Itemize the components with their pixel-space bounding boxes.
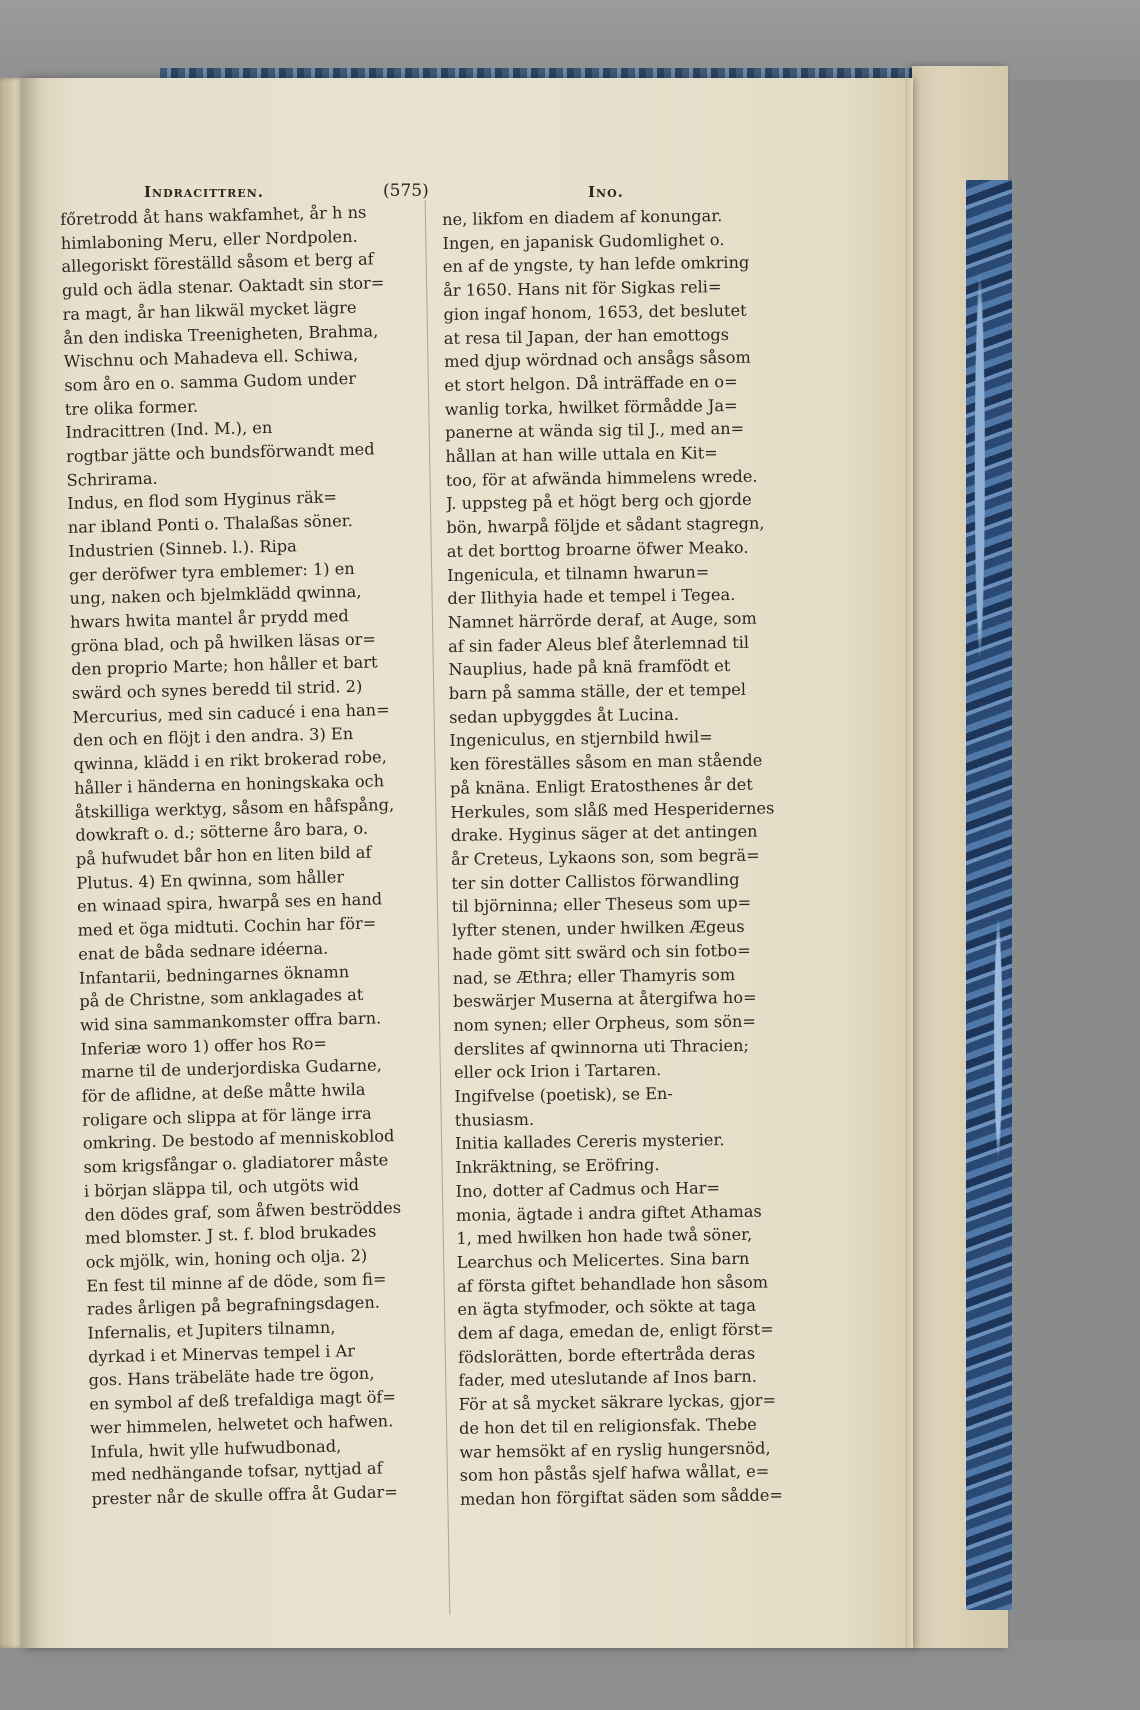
gutter-shadow (22, 78, 42, 1648)
text-line: år 1650. Hans nit för Sigkas reli= (443, 277, 722, 301)
running-head-left: Indracittren. (144, 183, 264, 201)
text-line: Nauplius, hade på knä framfödt et (448, 656, 731, 680)
marbled-endpaper (966, 180, 1012, 1610)
text-line: Wischnu och Mahadeva ell. Schiwa, (63, 344, 359, 372)
text-line: af första giftet behandlade hon såsom (456, 1272, 769, 1296)
text-line: allegoriskt föreställd såsom et berg af (61, 249, 374, 277)
text-line: på knäna. Enligt Eratosthenes år det (449, 774, 753, 798)
text-line: ken föreställes såsom en man stående (449, 750, 763, 775)
text-line: på hufwudet bår hon en liten bild af (75, 842, 372, 869)
text-line: den dödes graf, som åfwen beströddes (84, 1197, 402, 1225)
text-line: Ingeniculus, en stjernbild hwil= (449, 727, 713, 751)
text-line: födslorätten, borde eftertråda deras (457, 1343, 756, 1367)
right-column (442, 203, 832, 1512)
text-line: För at så mycket säkrare lyckas, gjor= (458, 1390, 777, 1415)
text-line: gos. Hans träbeläte hade tre ögon, (88, 1364, 375, 1391)
text-line: medan hon förgiftat säden som sådde= (459, 1485, 784, 1509)
text-line: Industrien (Sinneb. l.). Ripa (68, 536, 298, 561)
text-line: der Ilithyia hade et tempel i Tegea. (447, 585, 736, 609)
text-line: ter sin dotter Callistos förwandling (451, 869, 740, 893)
text-line: rogtbar jätte och bundsförwandt med (65, 439, 375, 466)
text-line: beswärjer Muserna at återgifwa ho= (452, 987, 757, 1012)
text-line: Plutus. 4) En qwinna, som håller (76, 866, 345, 893)
text-line: nad, se Æthra; eller Thamyris som (452, 964, 736, 988)
text-line: hade gömt sitt swärd och sin fotbo= (452, 940, 751, 964)
text-line: håller i händerna en honingskaka och (73, 771, 385, 798)
text-line: en winaad spira, hwarpå ses en hand (76, 889, 383, 917)
text-line: ra magt, år han likwäl mycket lägre (62, 297, 357, 324)
text-line: dem af daga, emedan de, enligt först= (457, 1319, 774, 1343)
text-line: ock mjölk, win, honing och olja. 2) (85, 1245, 368, 1272)
text-line: swärd och synes beredd til strid. 2) (71, 676, 363, 703)
text-line: Herkules, som slåß med Hesperidernes (450, 797, 775, 822)
text-line: rades årligen på begrafningsdagen. (86, 1292, 381, 1320)
text-line: bön, hwarpå följde et sådant stagregn, (446, 513, 765, 538)
text-line: wer himmelen, helwetet och hafwen. (89, 1411, 394, 1438)
text-line: på de Christne, som anklagades at (79, 985, 364, 1011)
text-line: som åro en o. samma Gudom under (64, 368, 357, 395)
text-line: ån den indiska Treenigheten, Brahma, (62, 320, 379, 348)
text-line: Infula, hwit ylle hufwudbonad, (90, 1436, 342, 1462)
text-line: monia, ägtade i andra giftet Athamas (455, 1201, 762, 1225)
text-line: drake. Hyginus säger at det antingen (450, 821, 758, 846)
text-line: ger deröfwer tyra emblemer: 1) en (68, 558, 355, 585)
text-line: sedan upbyggdes åt Lucina. (448, 704, 680, 727)
text-line: för de aflidne, at deße måtte hwila (81, 1079, 366, 1106)
text-line: 1, med hwilken hon hade twå söner, (456, 1225, 753, 1249)
text-line: panerne at wända sig til J., med an= (445, 419, 745, 443)
text-line: ne, likfom en diadem af konungar. (442, 206, 723, 229)
text-line: Ingifvelse (poetisk), se En- (454, 1083, 673, 1106)
text-line: nar ibland Ponti o. Thalaßas söner. (67, 511, 353, 538)
text-line: Infantarii, bedningarnes öknamn (78, 961, 350, 988)
text-line: Ino, dotter af Cadmus och Har= (455, 1178, 721, 1201)
text-line: at resa til Japan, der han emottogs (443, 324, 730, 348)
text-line: Ingen, en japanisk Gudomlighet o. (442, 229, 725, 253)
background-bottom (0, 1640, 1140, 1710)
text-line: prester når de skulle offra åt Gudar= (91, 1482, 399, 1509)
text-line: som krigsfångar o. gladiatorer måste (83, 1150, 389, 1177)
text-line: roligare och slippa at för länge irra (82, 1103, 372, 1130)
text-line: En fest til minne af de döde, som fi= (86, 1268, 387, 1296)
text-line: qwinna, klädd i en rikt brokerad robe, (73, 747, 387, 775)
text-line: den och en flöjt i den andra. 3) En (72, 724, 354, 751)
text-line: himlaboning Meru, eller Nordpolen. (60, 226, 358, 253)
text-line: Initia kallades Cereris mysterier. (454, 1130, 725, 1154)
text-line: Infernalis, et Jupiters tilnamn, (87, 1317, 336, 1343)
text-line: dowkraft o. d.; sötterne åro bara, o. (75, 818, 369, 846)
text-line: barn på samma ställe, der et tempel (448, 679, 747, 704)
text-line: derslites af qwinnorna uti Thracien; (453, 1035, 750, 1059)
text-line: főretrodd åt hans wakfamhet, år h ns (60, 202, 367, 229)
text-line: år Creteus, Lykaons son, som begrä= (450, 845, 760, 869)
text-line: som hon påstås sjelf hafwa wållat, e= (459, 1461, 770, 1486)
text-line: thusiasm. (454, 1109, 535, 1130)
text-line: med djup wördnad och ansågs såsom (444, 347, 751, 372)
text-line: Indracittren (Ind. M.), en (65, 418, 273, 443)
text-line: hållan at han wille uttala en Kit= (445, 443, 718, 467)
page-number: (575) (383, 181, 429, 201)
text-line: ung, naken och bjelmklädd qwinna, (69, 582, 362, 609)
text-line: enat de båda sednare idéerna. (78, 938, 329, 964)
text-line: dyrkad i et Minervas tempel i Ar (87, 1340, 356, 1367)
text-line: lyfter stenen, under hwilken Ægeus (451, 916, 745, 941)
text-line: at det borttog broarne öfwer Meako. (446, 537, 749, 561)
text-line: Learchus och Melicertes. Sina barn (456, 1248, 750, 1272)
text-line: Ingenicula, et tilnamn hwarun= (446, 561, 710, 585)
text-line: wanlig torka, hwilket förmådde Ja= (444, 395, 738, 419)
text-line: i början släppa til, och utgöts wid (83, 1174, 360, 1201)
text-line: med blomster. J st. f. blod brukades (84, 1221, 377, 1248)
text-line: Inkräktning, se Eröfring. (455, 1155, 660, 1178)
text-line: too, för at afwända himmelens wrede. (445, 466, 758, 490)
text-line: den proprio Marte; hon håller et bart (71, 652, 378, 680)
text-line: nom synen; eller Orpheus, som sön= (453, 1011, 757, 1035)
text-line: J. uppsteg på et högt berg och gjorde (445, 490, 752, 514)
text-line: hwars hwita mantel år prydd med (69, 606, 349, 632)
text-line: wid sina sammankomster offra barn. (79, 1008, 382, 1035)
text-line: Indus, en flod som Hyginus räk= (66, 487, 338, 514)
text-line: Namnet härrörde deraf, at Auge, som (447, 608, 757, 632)
text-line: marne til de underjordiska Gudarne, (80, 1055, 383, 1083)
text-line: en ägta styfmoder, och sökte at taga (457, 1296, 757, 1320)
text-line: et stort helgon. Då inträffade en o= (444, 371, 738, 395)
left-column (60, 199, 466, 1511)
text-line: til björninna; eller Theseus som up= (451, 893, 752, 917)
text-line: war hemsökt af en ryslig hungersnöd, (459, 1438, 771, 1462)
text-line: Schrirama. (66, 468, 158, 490)
text-line: Inferiæ woro 1) offer hos Ro= (80, 1033, 328, 1059)
text-line: eller ock Irion i Tartaren. (453, 1060, 662, 1083)
text-line: tre olika former. (64, 396, 199, 419)
text-line: med nedhängande tofsar, nyttjad af (90, 1458, 383, 1485)
text-line: guld och ädla stenar. Oaktadt sin stor= (61, 273, 385, 301)
text-line: åtskilliga werktyg, såsom en håfspång, (74, 794, 395, 822)
running-head-right: Ino. (588, 183, 624, 201)
text-line: gröna blad, och på hwilken läsas or= (70, 629, 377, 656)
text-line: gion ingaf honom, 1653, det beslutet (443, 300, 747, 324)
page-edge (905, 78, 913, 1648)
text-line: af sin fader Aleus blef återlemnad til (447, 632, 750, 656)
text-line: Mercurius, med sin caducé i ena han= (72, 699, 390, 727)
text-line: med et öga midtuti. Cochin har för= (77, 913, 377, 940)
text-line: en af de yngste, ty han lefde omkring (442, 253, 750, 277)
text-line: fader, med uteslutande af Inos barn. (458, 1367, 757, 1391)
text-line: omkring. De bestodo af menniskoblod (82, 1126, 395, 1154)
text-line: en symbol af deß trefaldiga magt öf= (89, 1387, 397, 1414)
text-line: de hon det til en religionsfak. Thebe (458, 1414, 757, 1438)
